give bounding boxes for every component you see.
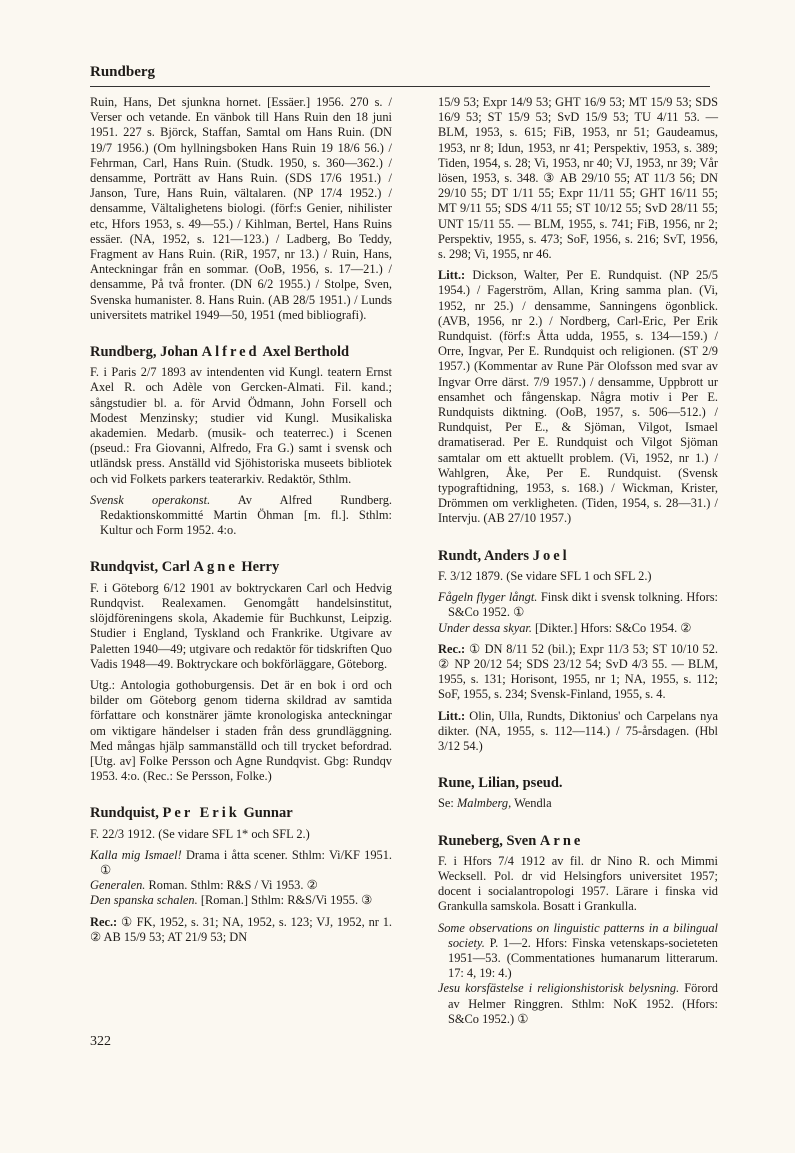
reviews-continued: 15/9 53; Expr 14/9 53; GHT 16/9 53; MT 15/9 53; SDS 16/9 53; ST 15/9 53; SvD 15/9 53; TU 4/11 53. — BLM, 1953, s. 615; FiB, 1953, nr 51; Gaudeamus, 1953, nr 8; Idun, 1953, nr 41; Perspektiv, 1953, s. 389; Tiden, 1954, s. 28; Vi, 1953, nr 40; VJ, 1953, nr 39; Vår lösen, 1953, s. 348. ③ AB 29/10 55; AT 11/3 56; DN 29/10 55; DT 1/11 55; Expr 11/11 55; GHT 16/11 55; MT 9/11 55; SDS 4/11 55; ST 10/12 55; SvD 28/11 55; UNT 15/11 55. — BLM, 1955, s. 741; FiB, 1956, nr 2; Perspektiv, 1955, s. 473; SoF, 1956, s. 216; SvT, 1956, s. 298; Vi, 1955, nr 46. — [438, 95, 718, 262]
work-item: Under dessa skyar. [Dikter.] Hfors: S&Co 1954. ② — [438, 620, 692, 635]
entry-ruin-bibliography — [90, 95, 392, 323]
biography: F. 22/3 1912. (Se vidare SFL 1* och SFL 2.) — [90, 826, 310, 841]
work-item: Svensk operakonst. Av Alfred Rundberg. Redaktionskommitté Martin Öhman [m. fl.]. Sthlm: Kultur och Form 1952. 4:o. — [90, 492, 392, 538]
work-item: Fågeln flyger långt. Finsk dikt i svensk tolkning. Hfors: S&Co 1952. ① — [438, 590, 718, 620]
biography: F. i Hfors 7/4 1912 av fil. dr Nino R. och Mimmi Wecksell. Pol. dr vid Helsingfors universitet 1957; docent i socialantropologi 1957. Lärare i finska vid Grankulla samskola. Bosatt i Grankulla. — [438, 853, 718, 914]
biography: F. 3/12 1879. (Se vidare SFL 1 och SFL 2.) — [438, 568, 652, 583]
work-item: Den spanska schalen. [Roman.] Sthlm: R&S/Vi 1955. ③ — [90, 893, 373, 908]
entry-rundqvist-carl — [90, 560, 392, 784]
entry-rundberg-alfred — [90, 345, 392, 538]
entry-heading: Runeberg, Sven Arne — [438, 832, 584, 849]
header-rule — [90, 86, 710, 87]
entry-heading: Rune, Lilian, pseud. — [438, 775, 563, 792]
entry-rundquist-per — [90, 806, 392, 945]
entry-rundt-anders — [438, 549, 718, 754]
work-item: Some observations on linguistic patterns in a bilingual society. P. 1—2. Hfors: Finska vetenskaps-societeten 1951—53. (Commentationes humanarum litterarum. 17: 4, 19: 4.) — [438, 920, 718, 981]
entry-heading: Rundqvist, Carl Agne Herry — [90, 559, 280, 576]
work-item: Kalla mig Ismael! Drama i åtta scener. Sthlm: Vi/KF 1951. ① — [90, 847, 392, 877]
page-number: 322 — [90, 1034, 111, 1049]
entry-rundquist-per-continued — [438, 95, 718, 527]
literature: Litt.: Dickson, Walter, Per E. Rundquist. (NP 25/5 1954.) / Fagerström, Allan, Kring samma plan. (Vi, 1952, nr 25.) / densamme, Sanningens ögonblick. (AVB, 1956, nr 2.) / Nordberg, Carl-Eric, Per Erik Rundquist. (förf:s Åtta udda, 1955, s. 134—159.) / Orre, Ingvar, Per E. Rundquist och religionen. (ST 2/9 1957.) (Kommentar av Rune Pär Olofsson med svar av Ingvar Orre därst. 7/9 1957.) / densamme, Uppbrott ur ensamhet och fångenskap. Några motiv i Per E. Rundquists diktning. (OoB, 1957, s. 506—512.) / Rundquist, Per E., & Sjöman, Vilgot, Ismael dramatiserad. Per E. Rundquist och Vilgot Sjöman samtalar om ett aktuellt problem. (Vi, 1952, nr 1.) / Wahlgren, Åke, Per E. Rundquist. (Svensk typograftidning, 1953, s. 168.) / Wickman, Krister, Drömmen om verkligheten. (Tiden, 1954, s. 28—31.) / Intervju. (AB 27/10 1957.) — [438, 268, 718, 526]
work-item: Generalen. Roman. Sthlm: R&S / Vi 1953. ② — [90, 878, 318, 893]
work-item: Jesu korsfästelse i religionshistorisk belysning. Förord av Helmer Ringgren. Sthlm: NoK 1952. (Hfors: S&Co 1952.) ① — [438, 981, 718, 1026]
cross-reference: Se: Malmberg, Wendla — [438, 796, 552, 811]
entry-heading: Rundquist, Per Erik Gunnar — [90, 805, 293, 822]
entry-runeberg-sven — [438, 834, 718, 1027]
biography: F. i Göteborg 6/12 1901 av boktryckaren Carl och Hedvig Rundqvist. Realexamen. Genomgått handelsinstitut, slöjdföreningens skola, Akademie für Buchkunst, Leipzig. Studier i England, Tyskland och Frankrike. Utgivare av Paletten 1940—49; utgivare och redaktör för tidskriften Quo Vadis 1948—49. Boktryckare och bokförläggare, Göteborg. — [90, 580, 392, 671]
entry-rune-lilian — [438, 776, 718, 811]
left-column — [90, 95, 392, 967]
entry-heading: Rundberg, Johan Alfred Axel Berthold — [90, 344, 350, 361]
literature: Litt.: Olin, Ulla, Rundts, Diktonius' och Carpelans nya dikter. (NA, 1955, s. 112—114.) / 75-årsdagen. (Hbl 3/12 54.) — [438, 708, 718, 753]
reviews: Rec.: ① FK, 1952, s. 31; NA, 1952, s. 123; VJ, 1952, nr 1. ② AB 15/9 53; AT 21/9 53; DN — [90, 914, 392, 944]
editor-note: Utg.: Antologia gothoburgensis. Det är en bok i ord och bilder om Göteborg genom tiderna skildrad av samtida författare och konstnärer jämte kronologiska anteckningar om viktigare händelser i staden från dess grundläggning. Med mångas hjälp sammanställd och till trycket befordrad. [Utg. av] Folke Persson och Agne Rundqvist. Gbg: Rundqv 1953. 4:o. (Rec.: Se Persson, Folke.) — [90, 677, 392, 784]
running-header: Rundberg — [90, 64, 156, 80]
literature-text: Ruin, Hans, Det sjunkna hornet. [Essäer.] 1956. 270 s. / Verser och vetande. En vänbok till Hans Ruin den 18 juni 1951. 227 s. Björck, Staffan, Samtal om Hans Ruin. (DN 19/7 1956.) (Om hyllningsboken Hans Ruin 19 18/6 56.) / Fehrman, Carl, Hans Ruin. (Studk. 1950, s. 360—362.) / densamme, Porträtt av Hans Ruin. (SDS 17/6 1951.) / Janson, Ture, Hans Ruin, vältalaren. (NP 17/4 1952.) / densamme, Vältalighetens biologi. (förf:s Genier, nihilister etc, Hfors 1953, s. 49—55.) / Kihlman, Bertel, Hans Ruins essäer. (NA, 1952, s. 121—123.) / Ladberg, Bo Teddy, Fragment av Hans Ruin. (RiR, 1957, nr 13.) / Ruin, Hans, Anteckningar från en sommar. (OoB, 1956, s. 17—21.) / densamme, På två fronter. (DN 6/2 1955.) / Stolpe, Sven, Svenska humanister. 8. Hans Ruin. (AB 28/5 1951.) / Lunds universitets matrikel 1949—50, 1951 (med bibliografi). — [90, 95, 392, 322]
entry-heading: Rundt, Anders Joel — [438, 547, 570, 564]
reviews: Rec.: ① DN 8/11 52 (bil.); Expr 11/3 53; ST 10/10 52. ② NP 20/12 54; SDS 23/12 54; SvD 4/3 55. — BLM, 1955, s. 131; Horisont, 1955, nr 1; NA, 1955, s. 112; SoF, 1955, s. 234; Svensk-Finland, 1955, s. 4. — [438, 641, 718, 702]
right-column — [438, 95, 718, 1049]
biography: F. i Paris 2/7 1893 av intendenten vid Kungl. teatern Ernst Axel R. och Adèle von Gercken-Almati. Fil. kand.; sångstudier bl. a. för Arvid Ödmann, John Forsell och Modest Menzinsky; studier vid Kungl. Musikaliska akademien. Medarb. (musik- och teaterrec.) i Scenen (pseud.: Fra Giovanni, Alfredo, Fra G.) samt i svensk och utländsk press. Anställd vid Sjöhistoriska museets bibliotek och vid Folkets parkers teaterarkiv. Redaktör, Sthlm. — [90, 365, 392, 486]
